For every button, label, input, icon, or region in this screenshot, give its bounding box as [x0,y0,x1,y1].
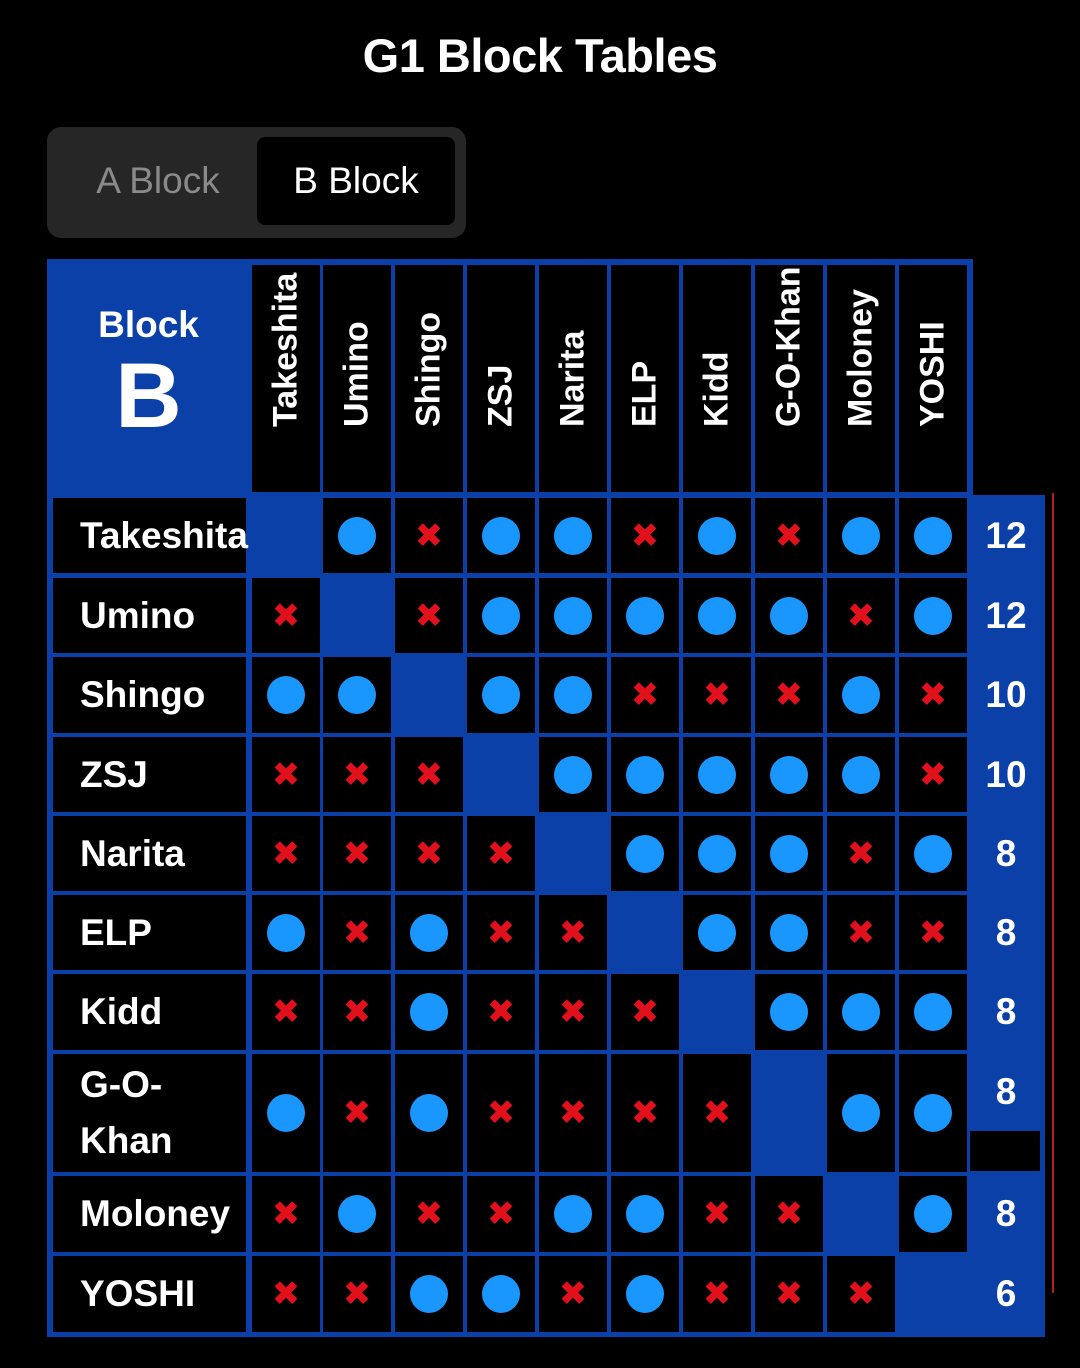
result-cell [395,974,463,1050]
points-value: 8 [995,1071,1017,1112]
column-header-label: G-O-Khan [769,266,808,427]
points-gap [970,1131,1040,1171]
result-cell [683,737,751,812]
block-tab-switcher [47,127,466,238]
block-word: Block [98,304,199,345]
result-cell [467,1176,535,1252]
result-cell [395,578,463,653]
win-dot-icon [482,597,520,635]
column-header-label: YOSHI [913,321,952,427]
result-cell [467,974,535,1050]
loss-cross-icon: ✖ [271,1195,301,1233]
result-cell [827,816,895,891]
result-cell [755,498,823,573]
win-dot-icon [698,756,736,794]
result-cell [611,1256,679,1332]
column-header [755,265,823,492]
points-value: 6 [995,1273,1017,1314]
points-value: 8 [995,833,1017,874]
result-cell [899,974,967,1050]
result-cell [467,1054,535,1172]
column-header [611,265,679,492]
win-dot-icon [914,517,952,555]
result-cell [252,1176,320,1252]
result-cell [899,578,967,653]
result-cell [395,737,463,812]
result-cell [899,1176,967,1252]
win-dot-icon [914,597,952,635]
points-value: 8 [995,991,1017,1032]
result-cell [683,895,751,970]
result-cell [683,578,751,653]
result-cell [611,657,679,733]
result-cell [539,1176,607,1252]
points-value: 8 [995,1193,1017,1234]
win-dot-icon [842,676,880,714]
block-letter: B [115,345,182,447]
result-cell [467,1256,535,1332]
win-dot-icon [626,1195,664,1233]
result-cell [323,816,391,891]
row-header: Takeshita [53,498,246,573]
column-header [827,265,895,492]
result-cell [467,498,535,573]
result-cell [467,895,535,970]
result-cell [323,657,391,733]
win-dot-icon [410,1275,448,1313]
loss-cross-icon: ✖ [486,993,516,1031]
win-dot-icon [698,597,736,635]
result-cell [467,657,535,733]
win-dot-icon [554,1195,592,1233]
win-dot-icon [770,993,808,1031]
result-cell [899,895,967,970]
result-cell [539,974,607,1050]
tab-b-block[interactable]: B Block [257,137,455,225]
column-header [539,265,607,492]
loss-cross-icon: ✖ [846,913,876,952]
result-cell [252,578,320,653]
row-header: Narita [53,816,246,891]
row-header: G-O- Khan [53,1054,246,1172]
result-cell [323,895,391,970]
win-dot-icon [410,1094,448,1132]
result-cell [827,974,895,1050]
result-cell [755,737,823,812]
result-cell [899,498,967,573]
loss-cross-icon: ✖ [486,834,516,873]
result-cell [827,895,895,970]
result-cell [827,578,895,653]
column-header [899,265,967,492]
loss-cross-icon: ✖ [774,516,804,555]
column-header [683,265,751,492]
loss-cross-icon: ✖ [486,1094,516,1132]
points-divider-line [1052,493,1054,1293]
loss-cross-icon: ✖ [558,1094,588,1132]
result-cell [683,1256,751,1332]
result-cell [755,895,823,970]
result-cell [252,1256,320,1332]
loss-cross-icon: ✖ [486,1195,516,1233]
row-header: Moloney [53,1176,246,1252]
result-cell [395,895,463,970]
loss-cross-icon: ✖ [271,834,301,873]
loss-cross-icon: ✖ [774,676,804,714]
win-dot-icon [914,1195,952,1233]
row-header: ZSJ [53,737,246,812]
result-cell [611,974,679,1050]
result-cell [899,816,967,891]
win-dot-icon [267,676,305,714]
win-dot-icon [770,914,808,952]
result-cell [827,1256,895,1332]
result-cell [755,1176,823,1252]
result-cell [611,1176,679,1252]
result-cell [323,1054,391,1172]
loss-cross-icon: ✖ [702,1275,732,1313]
loss-cross-icon: ✖ [558,913,588,952]
points-value: 10 [985,674,1027,715]
loss-cross-icon: ✖ [630,516,660,555]
result-cell [395,816,463,891]
loss-cross-icon: ✖ [414,1195,444,1233]
win-dot-icon [914,1094,952,1132]
result-cell [323,737,391,812]
loss-cross-icon: ✖ [702,1094,732,1132]
win-dot-icon [626,1275,664,1313]
loss-cross-icon: ✖ [342,993,372,1031]
loss-cross-icon: ✖ [342,834,372,873]
loss-cross-icon: ✖ [342,913,372,952]
win-dot-icon [626,835,664,873]
row-header: Shingo [53,657,246,733]
column-header-label: ZSJ [481,364,520,427]
column-header [395,265,463,492]
result-cell [252,816,320,891]
points-value: 12 [985,595,1027,636]
result-cell [467,578,535,653]
result-cell [755,1256,823,1332]
win-dot-icon [842,756,880,794]
column-header-label: Kidd [697,351,736,427]
result-cell [683,1054,751,1172]
win-dot-icon [554,517,592,555]
win-dot-icon [338,517,376,555]
row-header: Kidd [53,974,246,1050]
result-cell [611,498,679,573]
win-dot-icon [554,756,592,794]
win-dot-icon [842,517,880,555]
column-header-label: Takeshita [266,272,305,427]
loss-cross-icon: ✖ [630,676,660,714]
column-header-label: Umino [337,321,376,427]
result-cell [539,895,607,970]
result-cell [323,498,391,573]
win-dot-icon [914,993,952,1031]
win-dot-icon [338,676,376,714]
result-cell [539,498,607,573]
result-cell [683,657,751,733]
loss-cross-icon: ✖ [414,834,444,873]
result-cell [395,498,463,573]
loss-cross-icon: ✖ [486,913,516,952]
page-title: G1 Block Tables [362,29,718,82]
column-header-label: Shingo [409,311,448,427]
column-header-label: Narita [553,330,592,427]
result-cell [611,737,679,812]
loss-cross-icon: ✖ [271,1275,301,1313]
result-cell [539,578,607,653]
result-cell [683,1176,751,1252]
loss-cross-icon: ✖ [271,993,301,1031]
win-dot-icon [842,993,880,1031]
result-cell [252,974,320,1050]
result-cell [323,974,391,1050]
win-dot-icon [698,835,736,873]
result-cell [899,737,967,812]
result-cell [827,498,895,573]
result-cell [755,578,823,653]
result-cell [539,737,607,812]
win-dot-icon [482,1275,520,1313]
loss-cross-icon: ✖ [702,676,732,714]
result-cell [755,816,823,891]
loss-cross-icon: ✖ [271,596,301,635]
result-cell [395,1176,463,1252]
result-cell [252,895,320,970]
loss-cross-icon: ✖ [558,1275,588,1313]
loss-cross-icon: ✖ [414,596,444,635]
points-value: 12 [985,515,1027,556]
win-dot-icon [338,1195,376,1233]
loss-cross-icon: ✖ [702,1195,732,1233]
win-dot-icon [267,914,305,952]
loss-cross-icon: ✖ [918,913,948,952]
row-header: YOSHI [53,1256,246,1332]
loss-cross-icon: ✖ [846,1275,876,1313]
points-value: 10 [985,754,1027,795]
result-cell [252,657,320,733]
loss-cross-icon: ✖ [774,1195,804,1233]
loss-cross-icon: ✖ [414,516,444,555]
win-dot-icon [698,914,736,952]
result-cell [395,1054,463,1172]
result-cell [611,816,679,891]
win-dot-icon [554,676,592,714]
loss-cross-icon: ✖ [342,755,372,794]
win-dot-icon [482,676,520,714]
row-header: Umino [53,578,246,653]
win-dot-icon [626,756,664,794]
result-cell [539,1256,607,1332]
block-label [47,300,250,447]
win-dot-icon [770,756,808,794]
row-header: ELP [53,895,246,970]
loss-cross-icon: ✖ [918,676,948,714]
result-cell [539,1054,607,1172]
result-cell [323,1256,391,1332]
result-cell [683,816,751,891]
result-cell [827,1054,895,1172]
loss-cross-icon: ✖ [414,755,444,794]
result-cell [611,1054,679,1172]
loss-cross-icon: ✖ [846,596,876,635]
result-cell [467,816,535,891]
win-dot-icon [626,597,664,635]
loss-cross-icon: ✖ [918,755,948,794]
result-cell [899,1054,967,1172]
win-dot-icon [842,1094,880,1132]
win-dot-icon [482,517,520,555]
loss-cross-icon: ✖ [846,834,876,873]
win-dot-icon [410,914,448,952]
result-cell [323,1176,391,1252]
result-cell [899,657,967,733]
loss-cross-icon: ✖ [630,1094,660,1132]
column-header-label: Moloney [841,289,880,427]
win-dot-icon [914,835,952,873]
result-cell [395,1256,463,1332]
loss-cross-icon: ✖ [342,1094,372,1132]
win-dot-icon [770,835,808,873]
result-cell [755,974,823,1050]
tab-a-block[interactable]: A Block [96,160,220,201]
loss-cross-icon: ✖ [271,755,301,794]
result-cell [539,657,607,733]
column-header [252,265,320,492]
win-dot-icon [698,517,736,555]
points-value: 8 [995,912,1017,953]
result-cell [252,1054,320,1172]
column-header [323,265,391,492]
loss-cross-icon: ✖ [342,1275,372,1313]
result-cell [755,657,823,733]
win-dot-icon [267,1094,305,1132]
result-cell [252,737,320,812]
column-header-label: ELP [625,360,664,427]
loss-cross-icon: ✖ [558,993,588,1031]
win-dot-icon [410,993,448,1031]
loss-cross-icon: ✖ [774,1275,804,1313]
result-cell [683,498,751,573]
win-dot-icon [770,597,808,635]
loss-cross-icon: ✖ [630,993,660,1031]
result-cell [827,657,895,733]
result-cell [827,737,895,812]
column-header [467,265,535,492]
result-cell [611,578,679,653]
win-dot-icon [554,597,592,635]
